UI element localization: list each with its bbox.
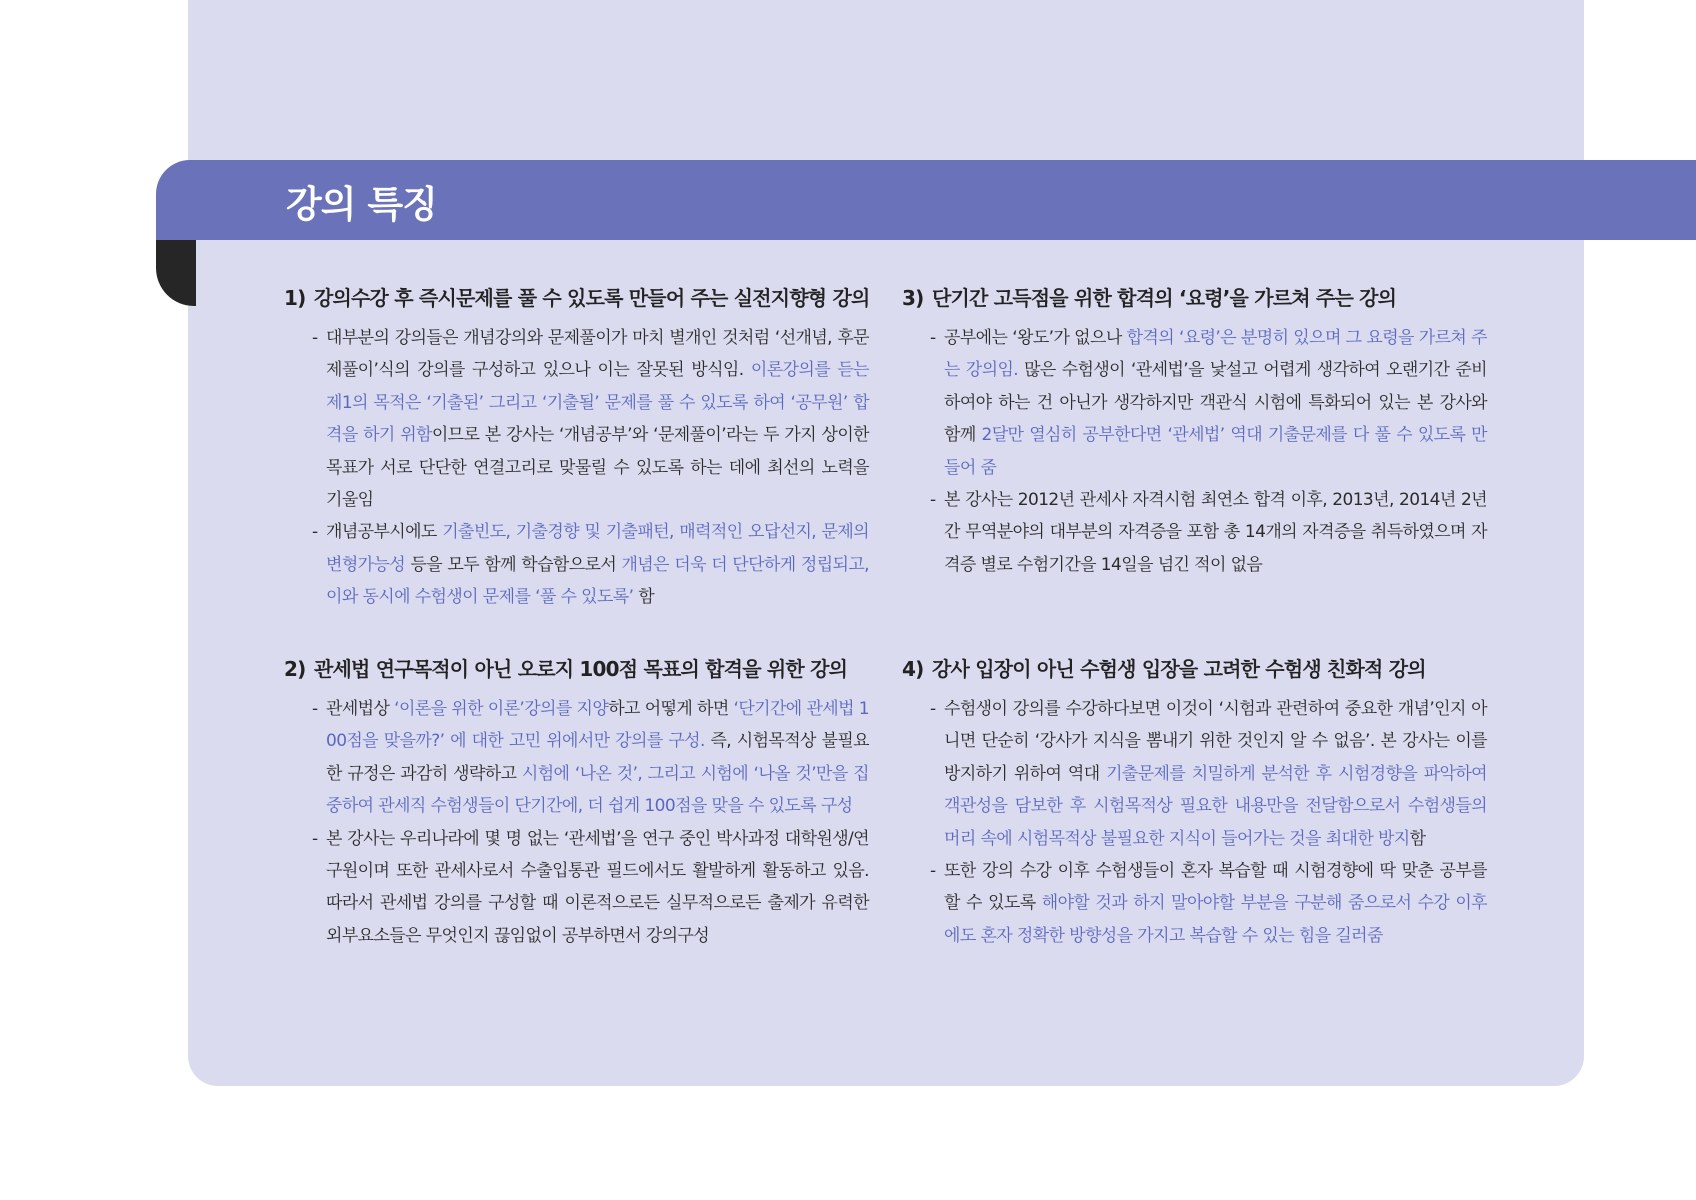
- feature-bullet: [902, 693, 1487, 855]
- section-banner: [156, 160, 1696, 240]
- feature-bullet: [902, 855, 1487, 952]
- body-text: 대부분의 강의들은 개념강의와 문제풀이가 마치 별개인 것처럼 ‘선개념, 후문제풀이’식의 강의를 구성하고 있으나 이는 잘못된 방식임.: [326, 328, 869, 381]
- highlighted-text: 개념은 더욱 더 단단하게 정립되고, 이와 동시에 수험생이 문제를 ‘풀 수 있도록’: [326, 554, 869, 608]
- bullet-dash: -: [930, 490, 936, 511]
- bullet-dash: -: [930, 699, 936, 719]
- body-text: 즉, 시험목적상 불필요한 규정은 과감히 생략하고: [326, 731, 869, 784]
- feature-bullet: [284, 322, 869, 516]
- bullet-dash: -: [312, 522, 318, 543]
- feature-heading-text: 강사 입장이 아닌 수험생 입장을 고려한 수험생 친화적 강의: [932, 657, 1426, 681]
- feature-number: 2): [284, 657, 306, 681]
- feature-section-4: [902, 655, 1487, 952]
- bullet-dash: -: [312, 699, 318, 719]
- feature-bullet: [902, 484, 1487, 581]
- highlighted-text: 이론강의를 듣는 제1의 목적은 ‘기출된’ 그리고 ‘기출될’ 문제를 풀 수 있도록 하여 ‘공무원’ 합격을 하기 위함: [326, 360, 870, 446]
- highlighted-text: 합격의 ‘요령’은 분명히 있으며 그 요령을 가르쳐 주는 강의임.: [944, 328, 1487, 381]
- body-text: 관세법상: [326, 699, 395, 719]
- feature-bullet: [284, 823, 869, 953]
- feature-heading-text: 강의수강 후 즉시문제를 풀 수 있도록 만들어 주는 실전지향형 강의: [314, 286, 870, 310]
- body-text: 하고 어떻게 하면: [608, 699, 734, 719]
- feature-section-3: [902, 284, 1487, 581]
- feature-heading: [284, 655, 869, 683]
- body-text: 또한 강의 수강 이후 수험생들이 혼자 복습할 때 시험경향에 딱 맞춘 공부를 할 수 있도록: [944, 861, 1487, 914]
- highlighted-text: 시험에 ‘나온 것’, 그리고 시험에 ‘나올 것’만을 집중하여 관세직 수험생들이 단기간에, 더 쉽게 100점을 맞을 수 있도록 구성: [326, 763, 869, 817]
- bullet-dash: -: [930, 861, 936, 882]
- feature-bullet: [284, 516, 869, 613]
- body-text: 함: [1409, 828, 1426, 849]
- body-text: 많은 수험생이 ‘관세법’을 낯설고 어렵게 생각하여 오랜기간 준비하여야 하는 건 아닌가 생각하지만 객관식 시험에 특화되어 있는 본 강사와 함께: [944, 360, 1487, 446]
- feature-heading-text: 관세법 연구목적이 아닌 오로지 100점 목표의 합격을 위한 강의: [314, 657, 848, 681]
- body-text: 이므로 본 강사는 ‘개념공부’와 ‘문제풀이’라는 두 가지 상이한 목표가 서로 단단한 연결고리로 맞물릴 수 있도록 하는 데에 최선의 노력을 기울임: [326, 425, 869, 511]
- feature-section-1: [284, 284, 869, 614]
- highlighted-text: 기출빈도, 기출경향 및 기출패턴, 매력적인 오답선지, 문제의 변형가능성: [326, 522, 869, 575]
- feature-number: 1): [284, 286, 306, 310]
- feature-heading: [902, 655, 1487, 683]
- feature-bullet: [284, 693, 869, 823]
- feature-bullet: [902, 322, 1487, 484]
- bullet-dash: -: [930, 328, 936, 348]
- body-text: 본 강사는 우리나라에 몇 명 없는 ‘관세법’을 연구 중인 박사과정 대학원생/연구원이며 또한 관세사로서 수출입통관 필드에서도 활발하게 활동하고 있음. 따라서 관세법 강의를 구성할 때 이론적으로든 실무적으로든 출제가 유력한 외부요소들은 무엇인지 끊임없이 공부하면서 강의구성: [326, 828, 869, 946]
- feature-heading-text: 단기간 고득점을 위한 합격의 ‘요령’을 가르쳐 주는 강의: [932, 286, 1397, 310]
- highlighted-text: 기출문제를 치밀하게 분석한 후 시험경향을 파악하여 객관성을 담보한 후 시험목적상 필요한 내용만을 전달함으로서 수험생들의 머리 속에 시험목적상 불필요한 지식이 들어가는 것을 최대한 방지: [944, 763, 1487, 849]
- bullet-dash: -: [312, 828, 318, 849]
- body-text: 등을 모두 함께 학습함으로서: [405, 554, 622, 575]
- feature-number: 4): [902, 657, 924, 681]
- highlighted-text: 2달만 열심히 공부한다면 ‘관세법’ 역대 기출문제를 다 풀 수 있도록 만들어 줌: [944, 425, 1487, 478]
- highlighted-text: ‘이론을 위한 이론’강의를 지양: [394, 699, 609, 719]
- bullet-dash: -: [312, 328, 318, 348]
- feature-number: 3): [902, 286, 924, 310]
- feature-section-2: [284, 655, 869, 952]
- feature-heading: [284, 284, 869, 312]
- body-text: 함: [633, 587, 655, 608]
- highlighted-text: 해야할 것과 하지 말아야할 부분을 구분해 줌으로서 수강 이후에도 혼자 정확한 방향성을 가지고 복습할 수 있는 힘을 길러줌: [944, 893, 1487, 946]
- body-text: 본 강사는 2012년 관세사 자격시험 최연소 합격 이후, 2013년, 2014년 2년간 무역분야의 대부분의 자격증을 포함 총 14개의 자격증을 취득하였으며 자격증 별로 수험기간을 14일을 넘긴 적이 없음: [944, 490, 1487, 575]
- body-text: 개념공부시에도: [326, 522, 443, 543]
- banner-title: 강의 특징: [286, 183, 437, 226]
- body-text: 수험생이 강의를 수강하다보면 이것이 ‘시험과 관련하여 중요한 개념’인지 아니면 단순히 ‘강사가 지식을 뽐내기 위한 것인지 알 수 없음’. 본 강사는 이를 방지하기 위하여 역대: [944, 699, 1487, 784]
- body-text: 공부에는 ‘왕도’가 없으나: [944, 328, 1127, 348]
- feature-heading: [902, 284, 1487, 312]
- highlighted-text: ‘단기간에 관세법 100점을 맞을까?’ 에 대한 고민 위에서만 강의를 구성.: [326, 699, 870, 752]
